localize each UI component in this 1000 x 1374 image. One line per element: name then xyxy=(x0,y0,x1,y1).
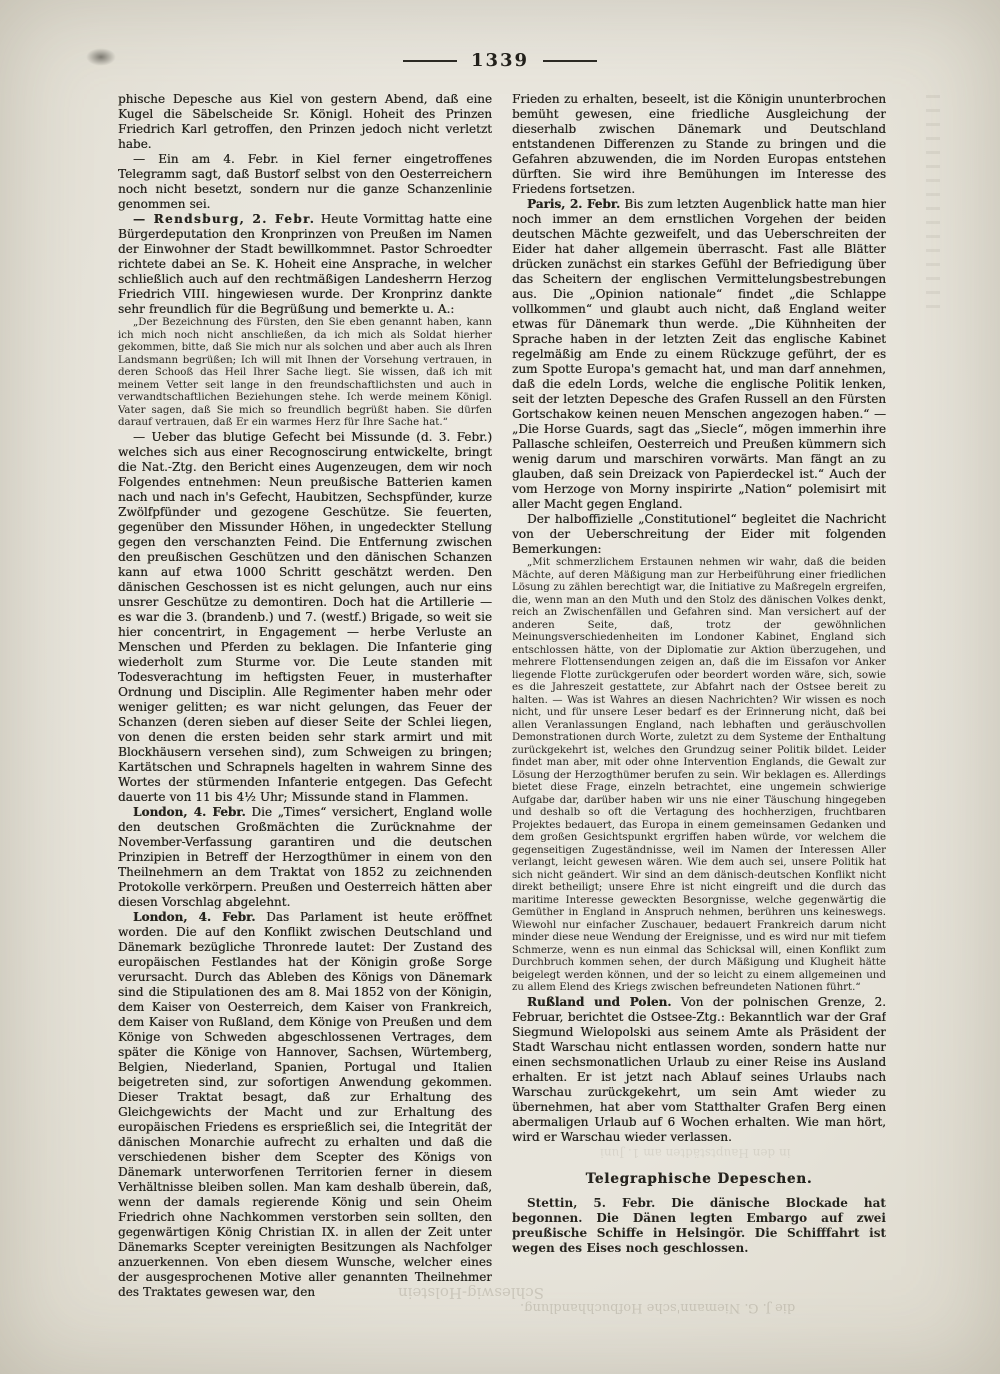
bleedthrough-text: die J. G. Niemann'sche Hofbuchhandlung. xyxy=(520,1300,796,1315)
column-right xyxy=(512,92,886,1364)
dateline: Stettin, 5. Febr. xyxy=(527,1195,656,1210)
header-rule-right xyxy=(543,60,597,62)
margin-showthrough xyxy=(926,95,940,315)
paragraph: — Ueber das blutige Gefecht bei Missunde (d. 3. Febr.) welches sich aus einer Recognoscirung entwickelte, bringt die Nat.-Ztg. den Bericht eines Augenzeugen, dem wir noch Folgendes entnehmen: Neun preußische Batterien kamen nach und nach in's Gefecht, Haubitzen, Sechspfünder, kurze Zwölfpfünder und gezogene Geschütze. Sie feuerten, gegenüber den Missunder Höhen, in ungedeckter Stellung gegen den verschanzten Feind. Die Entfernung zwischen den preußischen Geschützen und den dänischen Schanzen kann auf etwa 1000 Schritt geschätzt werden. Den dänischen Geschossen ist es nicht gelungen, auch nur eins unsrer Geschütze zu demontiren. Doch hat die Artillerie — es war die 3. (brandenb.) und 7. (westf.) Brigade, so weit sie hier concentrirt, in Engagement — herbe Verluste an Menschen und Pferden zu beklagen. Die Infanterie ging wiederholt zum Sturme vor. Die Leute standen mit Todesverachtung im heftigsten Feuer, in musterhafter Ordnung und Disciplin. Alle Regimenter haben mehr oder weniger gelitten; es war nicht gelungen, das Feuer der Schanzen (deren sieben auf dieser Seite der Schlei liegen, von denen die ersten beiden sehr stark armirt und mit Blockhäusern versehen sind), zum Schweigen zu bringen; Kartätschen und Schrapnels hagelten in wahrem Sinne des Wortes der stürmenden Infanterie entgegen. Das Gefecht dauerte von 11 bis 4½ Uhr; Missunde stand in Flammen. xyxy=(118,429,492,804)
bleedthrough-text: Schleswig-Holstein xyxy=(398,1284,544,1302)
paragraph: „Mit schmerzlichem Erstaunen nehmen wir wahr, daß die beiden Mächte, auf deren Mäßigung man zur Herbeiführung einer friedlichen Lösung zu zählen berechtigt war, die Initiative zu Maßregeln ergreifen, die, wenn man an den Muth und den Stolz des dänischen Volkes denkt, reich an Zwischenfällen und Gefahren sind. Man versichert auf der anderen Seite, daß, trotz der gewöhnlichen Meinungsverschiedenheiten im Londoner Kabinet, England sich entschlossen hätte, von der Diplomatie zur Aktion überzugehen, und mehrere Flottensendungen zeigen an, daß die im Eissafon vor Anker liegende Flotte zurückgerufen oder beordert worden wäre, sich, sowie es die Jahreszeit gestattete, zur Abfahrt nach der Ostsee bereit zu halten. — Was ist Wahres an diesen Nachrichten? Wir wissen es noch nicht, und für unsere Leser bedarf es der Erinnerung nicht, daß bei allen Veranlassungen England, nach lebhaften und geräuschvollen Demonstrationen durch Worte, zuletzt zu dem Systeme der Enthaltung zurückgekehrt ist, welches den Grundzug seiner Politik bildet. Leider findet man aber, mit oder ohne Intervention Englands, die Gewalt zur Lösung der Herzogthümer berufen zu sein. Wir beklagen es. Allerdings bietet diese Frage, einzeln betrachtet, eine ungemein schwierige Aufgabe dar, darüber haben wir uns nie einer Täuschung hingegeben und deshalb so oft die Vertagung des hochherzigen, fruchtbaren Projektes bedauert, das Europa in einem gemeinsamen Gedanken und dem großen Gesichtspunkt ergriffen haben würde, vor welchem die gegenseitigen Zugeständnisse, weil im Namen der Interessen Aller verlangt, leicht gewesen wären. Wie dem auch sei, unsere Politik hat sich nicht geändert. Wir sind an dem dänisch-deutschen Konflikt nicht direkt betheiligt; unsere Ehre ist nicht eingreift und die durch das maritime Interesse geweckten Besorgnisse, welche gegenwärtig die Gemüther in England in Anspruch nehmen, berühren uns keineswegs. Wiewohl nur einfacher Zuschauer, bedauert Frankreich darum nicht minder diese neue Wendung der Ereignisse, und es wird nur mit tiefem Schmerze, wenn es nun einmal das Schicksal will, einen Konflikt zum Durchbruch kommen sehen, der durch Mäßigung und Klugheit hätte beigelegt werden können, und der so leicht zu einem allgemeinen und zu allem Elend des Kriegs zwischen befreundeten Nationen führt.“ xyxy=(512,557,886,993)
paragraph: Paris, 2. Febr. Bis zum letzten Augenblick hatte man hier noch immer an dem ernstlichen Vorgehen der beiden deutschen Mächte gezweifelt, und das Ueberschreiten der Eider hat daher allgemein überrascht. Fast alle Blätter drücken zunächst ein starkes Gefühl der Befriedigung über das Scheitern der englischen Vermittelungsbestrebungen aus. Die „Opinion nationale“ findet „die Schlappe vollkommen“ und glaubt auch nicht, daß England weiter etwas für Dänemark thun werde. „Die Kühnheiten der Sprache haben in der letzten Zeit das englische Kabinet regelmäßig am Ende zu einem Rückzuge geführt, der es zum Spotte Europa's gemacht hat, und man darf annehmen, daß die edeln Lords, welche die englische Politik lenken, seit der letzten Depesche des Grafen Russell an den Fürsten Gortschakow keinen neuen Menschen angezogen haben.“ — „Die Horse Guards, sagt das „Siecle“, mögen immerhin ihre Pallasche schleifen, Oesterreich und Preußen kümmern sich wenig darum und marschiren vorwärts. Man fängt an zu glauben, daß sein Dreizack von Papierdeckel ist.“ Auch der vom Herzoge von Morny inspirirte „Nation“ polemisirt mit aller Macht gegen England. xyxy=(512,197,886,511)
dateline: Rußland und Polen. xyxy=(527,994,672,1009)
dateline: London, 4. Febr. xyxy=(133,804,246,819)
paragraph: Der halboffizielle „Constitutionel“ begleitet die Nachricht von der Ueberschreitung der Eider mit folgenden Bemerkungen: xyxy=(512,512,886,556)
paragraph: „Der Bezeichnung des Fürsten, den Sie eben genannt haben, kann ich mich noch nicht anschließen, da ich mich als Soldat hierher gekommen, bitte, daß Sie mich nur als solchen und aber auch als Ihren Landsmann begrüßen; Ich will mit Ihnen der Vorsehung vertrauen, in deren Schooß das Heil Ihrer Sache liegt. Sie wissen, daß ich mit meinem Vetter seit lange in den freundschaftlichsten und auch in verwandtschaftlichen Beziehungen stehe. Ich werde meinem Königl. Vater sagen, daß Sie mich so freundlich begrüßt haben. Sie dürfen darauf vertrauen, daß Er ein warmes Herz für Ihre Sache hat.“ xyxy=(118,317,492,428)
dateline: Paris, 2. Febr. xyxy=(527,197,621,211)
paragraph: Rußland und Polen. Von der polnischen Grenze, 2. Februar, berichtet die Ostsee-Ztg.: Bekanntlich war der Graf Siegmund Wielopolski aus seinem Amte als Präsident der Stadt Warschau nicht entlassen worden, sondern hatte nur einen sechsmonatlichen Urlaub zu einer Reise ins Ausland erhalten. Er ist jetzt nach Ablauf seines Urlaubs nach Warschau zurückgekehrt, um sein Amt wieder zu übernehmen, hat aber vom Statthalter Grafen Berg einen abermaligen Urlaub auf 6 Wochen erhalten. Wie man hört, wird er Warschau wieder verlassen. xyxy=(512,994,886,1144)
dateline: — Rendsburg, 2. Febr. xyxy=(133,212,316,226)
paragraph: London, 4. Febr. Die „Times“ versichert, England wolle den deutschen Großmächten die Zurücknahme der November-Verfassung garantiren und die deutschen Prinzipien in Betreff der Herzogthümer in einem von den Theilnehmern an dem Traktat von 1852 zu zeichnenden Protokolle verkörpern. Preußen und Oesterreich hätten aber diesen Vorschlag abgelehnt. xyxy=(118,804,492,909)
page-number: 1339 xyxy=(470,50,530,71)
paragraph: London, 4. Febr. Das Parlament ist heute eröffnet worden. Die auf den Konflikt zwischen Deutschland und Dänemark bezügliche Thronrede lautet: Der Zustand des europäischen Festlandes hat der Königin große Sorge verursacht. Durch das Ableben des Königs von Dänemark sind die Stipulationen des am 8. Mai 1852 von der Königin, dem Kaiser von Oesterreich, dem Kaiser von Frankreich, dem Kaiser von Rußland, dem Könige von Preußen und dem Könige von Schweden abgeschlossenen Vertrages, dem später die Könige von Hannover, Sachsen, Würtemberg, Belgien, Niederland, Spanien, Portugal und Italien beigetreten sind, zur sofortigen Anwendung gekommen. Dieser Traktat besagt, daß zur Erhaltung des Gleichgewichts der Macht und zur Erhaltung des europäischen Friedens es ersprießlich sei, die Integrität der dänischen Monarchie aufrecht zu erhalten und daß die verschiedenen bisher dem Scepter des Königs von Dänemark unterworfenen Territorien ferner in diesem Verhältnisse bleiben sollen. Man kam deshalb überein, daß, wenn der damals regierende König und sein Oheim Friedrich ohne Nachkommen verstorben sein sollten, den gegenwärtigen König Christian IX. in allen der Zeit unter Dänemarks Scepter vereinigten Besitzungen als Nachfolger anzuerkennen. Von eben diesem Wunsche, welcher eines der ausgesprochenen Motive aller genannten Theilnehmer des Traktates gewesen war, den xyxy=(118,909,492,1299)
paragraph: — Ein am 4. Febr. in Kiel ferner eingetroffenes Telegramm sagt, daß Bustorf selbst von den Oesterreichern noch nicht besetzt, sondern nur die ganze Schanzenlinie genommen sei. xyxy=(118,152,492,211)
page-header xyxy=(0,50,1000,71)
section-heading: Telegraphische Depeschen. xyxy=(585,1170,813,1187)
paragraph: Stettin, 5. Febr. Die dänische Blockade hat begonnen. Die Dänen legten Embargo auf zwei preußische Schiffe in Helsingör. Die Schifffahrt ist wegen des Eises noch geschlossen. xyxy=(512,1195,886,1255)
paragraph: — Rendsburg, 2. Febr. Heute Vormittag hatte eine Bürgerdeputation den Kronprinzen von Preußen im Namen der Einwohner der Stadt bewillkommnet. Pastor Schroedter richtete dabei an Se. K. Hoheit eine Ansprache, in welcher schließlich auch auf den rechtmäßigen Landesherrn Herzog Friedrich VIII. hingewiesen wurde. Der Kronprinz dankte sehr freundlich für die Begrüßung und bemerkte u. A.: xyxy=(118,212,492,316)
header-rule-left xyxy=(403,60,457,62)
paragraph: Frieden zu erhalten, beseelt, ist die Königin ununterbrochen bemüht gewesen, eine friedliche Ausgleichung der dieserhalb zwischen Dänemark und Deutschland entstandenen Differenzen zu Stande zu bringen und die Gefahren abzuwenden, die im Norden Europas entstehen dürften. Sie wird ihre Bemühungen im Interesse des Friedens fortsetzen. xyxy=(512,92,886,196)
bleedthrough-text: in den Hauptstädten am 1. Juni xyxy=(600,1146,791,1160)
dateline: London, 4. Febr. xyxy=(133,909,256,924)
column-left xyxy=(118,92,492,1364)
paragraph: phische Depesche aus Kiel von gestern Abend, daß eine Kugel die Säbelscheide Sr. Königl. Hoheit des Prinzen Friedrich Karl getroffen, den Prinzen jedoch nicht verletzt habe. xyxy=(118,92,492,151)
